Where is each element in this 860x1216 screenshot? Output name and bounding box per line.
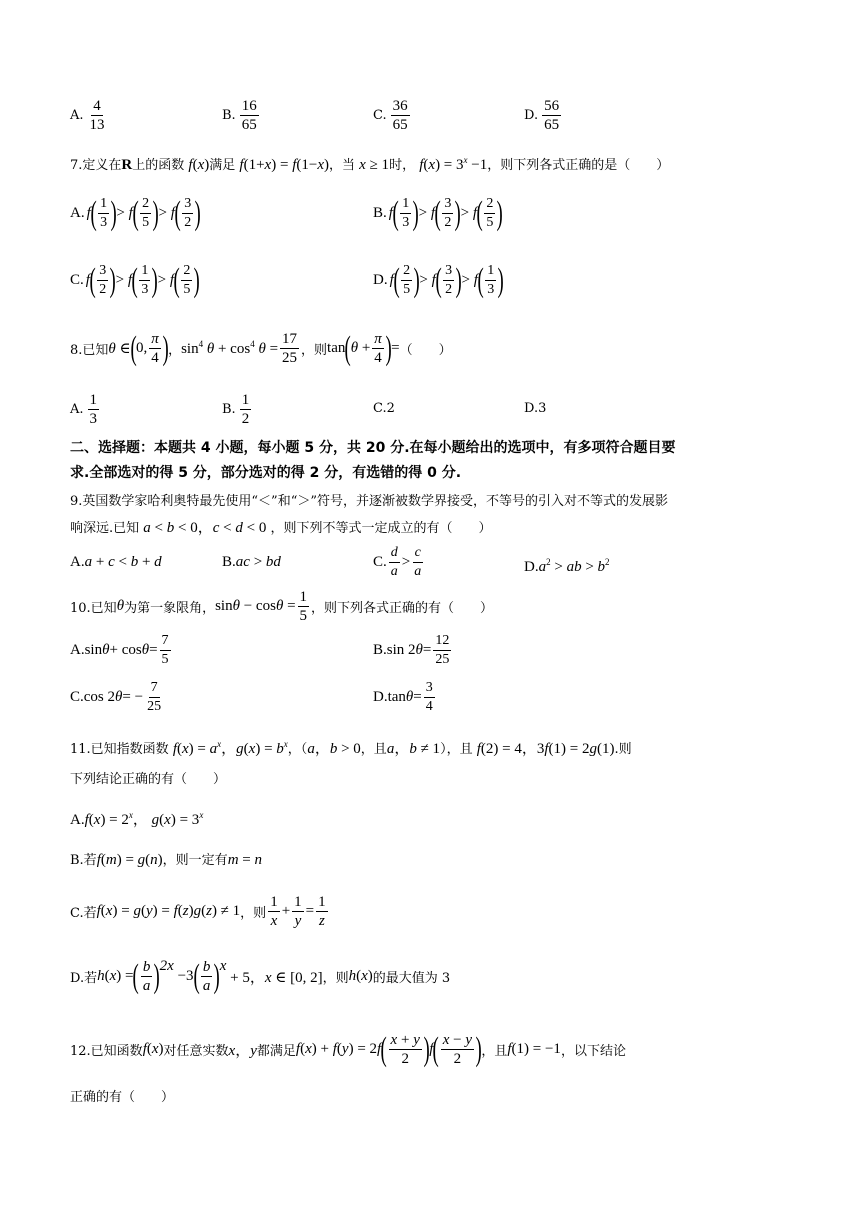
q6-option-b: B. $\frac{16}{65}$ [222, 98, 257, 133]
q8-option-d: D.3 [524, 401, 547, 416]
q8-stem: 8.已知 θ ∈ ( 0, $\frac{\pi}{4}$ ) ， $\sin^4 \theta + \cos^4 \theta$ = $\frac{17}{25}$ ，则 tan ( θ + $\frac{\pi}{4}$ ) = （ ） [70, 329, 452, 367]
q9-stem-line1: 9.英国数学家哈利奥特最先使用“＜”和“＞”符号，并逐渐被数学界接受，不等号的引入对不等式的发展影 [70, 494, 668, 509]
q9-option-c: C. $\frac{d}{a}$ > $\frac{c}{a}$ [373, 545, 422, 579]
q10-option-b: B. sin 2 θ = $\frac{12}{25}$ [373, 633, 450, 667]
q10-option-a: A. sin θ + cos θ = $\frac{7}{5}$ [70, 633, 169, 667]
q8-option-b: B. $\frac{1}{2}$ [222, 392, 250, 427]
q6-option-c: C. $\frac{36}{65}$ [373, 98, 408, 133]
q11-stem-line1: 11.已知指数函数 $f(x) = a^x$，$g(x) = b^x$，（a，b > 0，且a，b ≠ 1），且 f(2) = 4，3f(1) = 2g(1).则 [70, 739, 632, 757]
q8-option-a: A. $\frac{1}{3}$ [70, 392, 98, 427]
q10-stem: 10.已知 θ 为第一象限角， sinθ − cosθ = $\frac{1}{5}$ ，则下列各式正确的有（ ） [70, 589, 494, 624]
q7-option-b: B. f ( $\frac{1}{3}$ ) > f ( $\frac{3}{2}$ ) > f ( $\frac{2}{5}$ ) [373, 194, 504, 232]
q9-option-b: B.ac > bd [222, 554, 281, 570]
q11-stem-line2: 下列结论正确的有（ ） [70, 772, 227, 787]
q11-option-d: D.若 h(x) = ( $\frac{b}{a}$ ) 2x −3 ( $\frac{b}{a}$ ) x + 5，x ∈ [0, 2] ，则 h(x) 的最大值为 3 [70, 957, 451, 995]
q11-option-c: C.若 f(x) = g(y) = f(z)g(z) ≠ 1 ，则 $\frac{1}{x}$ + $\frac{1}{y}$ = $\frac{1}{z}$ [70, 894, 326, 929]
q10-option-c: C. cos 2 θ = − $\frac{7}{25}$ [70, 680, 162, 714]
q11-option-a: $A.f(x) = 2^x$， $g(x) = 3^x$ [70, 810, 204, 828]
q8-option-c: C.2 [373, 401, 395, 416]
q9-option-d: $D.a^2$ > ab > $b^2$ [524, 557, 610, 575]
q6-option-a: A. $\frac{4}{13}$ [70, 98, 105, 133]
fraction: $\frac{4}{13}$ [89, 98, 105, 133]
q6-option-d: D. $\frac{56}{65}$ [524, 98, 560, 133]
q10-option-d: D. tan θ = $\frac{3}{4}$ [373, 680, 433, 714]
q9-option-a: A.a + c < b + d [70, 554, 162, 570]
q7-option-d: D. f ( $\frac{2}{5}$ ) > f ( $\frac{3}{2}$ ) > f ( $\frac{1}{3}$ ) [373, 261, 504, 299]
q7-option-c: C. f ( $\frac{3}{2}$ ) > f ( $\frac{1}{3}$ ) > f ( $\frac{2}{5}$ ) [70, 261, 201, 299]
q7-option-a: A. f ( $\frac{1}{3}$ ) > f ( $\frac{2}{5}$ ) > f ( $\frac{3}{2}$ ) [70, 194, 201, 232]
q12-stem-line1: 12.已知函数 f(x) 对任意实数 x，y 都满足 f(x) + f(y) = 2f ( $\frac{x + y}{2}$ ) f ( $\frac{x - y}{2}$ ) ，且 f(1) = −1 ，以下结论 [70, 1030, 626, 1068]
q11-option-b: B.若f(m) = g(n)，则一定有m = n [70, 852, 262, 868]
section-heading-line1: 二、选择题：本题共 4 小题，每小题 5 分，共 20 分.在每小题给出的选项中，有多项符合题目要 [70, 440, 676, 456]
q9-stem-line2: 响深远.已知 a < b < 0，c < d < 0 ，则下列不等式一定成立的有（ ） [70, 520, 492, 536]
q12-stem-line2: 正确的有（ ） [70, 1090, 175, 1105]
section-heading-line2: 求.全部选对的得 5 分，部分选对的得 2 分，有选错的得 0 分. [70, 465, 462, 481]
q7-stem: 7.定义在R上的函数 f(x)满足 f(1+x) = f(1−x)，当 x ≥ 1时， $f(x) = 3^x -1$，则下列各式正确的是（ ） [70, 155, 670, 173]
